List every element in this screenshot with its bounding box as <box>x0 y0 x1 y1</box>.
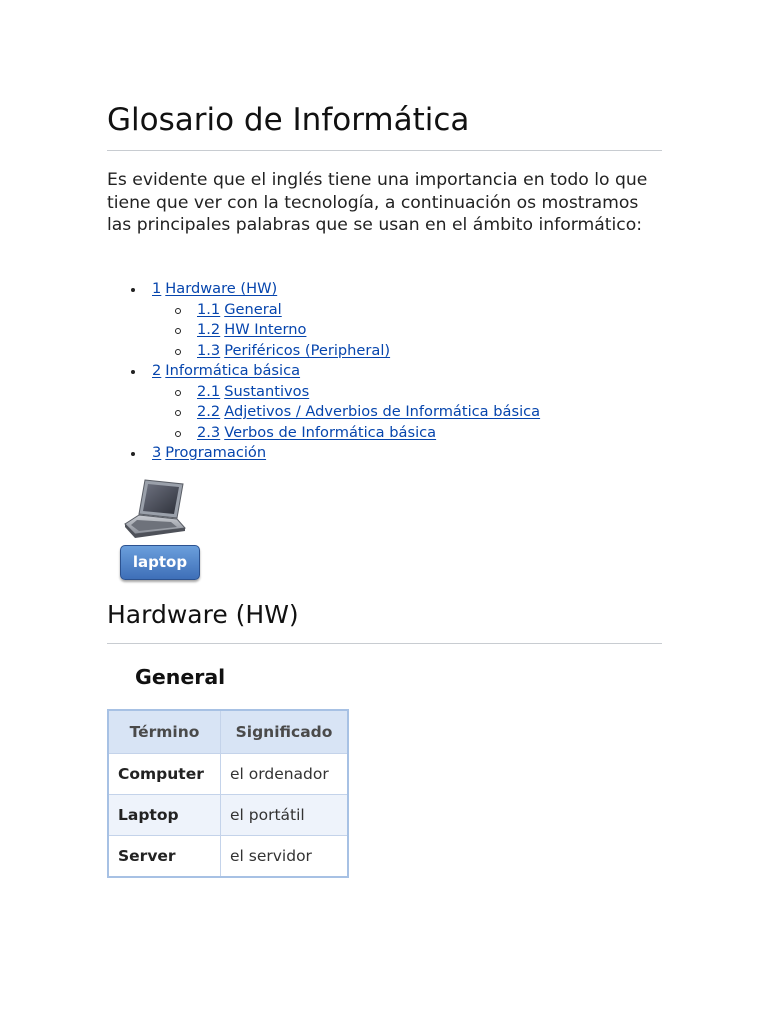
term-cell: Laptop <box>108 795 221 836</box>
toc-item-hardware[interactable] <box>107 279 540 300</box>
toc-item-sustantivos[interactable] <box>107 382 540 403</box>
section-divider <box>107 643 662 644</box>
toc-link-informatica-basica[interactable]: 2 Informática básica <box>152 362 301 379</box>
term-cell: Computer <box>108 754 221 795</box>
toc-link-sustantivos[interactable]: 2.1 Sustantivos <box>197 382 310 400</box>
column-header-significado: Significado <box>221 710 349 754</box>
intro-paragraph: Es evidente que el inglés tiene una importancia en todo lo que tiene que ver con la tecnología, a continuación os mostramos las principales palabras que se usan en el ámbito informático: <box>107 170 648 235</box>
toc-item-programacion[interactable] <box>107 443 540 464</box>
table-row <box>108 836 348 878</box>
toc-item-informatica-basica[interactable] <box>107 361 540 382</box>
meaning-cell: el ordenador <box>221 754 349 795</box>
toc-item-adjetivos[interactable] <box>107 402 540 423</box>
page-title: Glosario de Informática <box>107 102 470 138</box>
toc-item-perifericos[interactable] <box>107 341 540 362</box>
toc-link-hardware[interactable]: 1 Hardware (HW) <box>152 280 278 297</box>
table-of-contents <box>107 279 540 464</box>
toc-link-programacion[interactable]: 3 Programación <box>152 444 267 461</box>
table-row <box>108 754 348 795</box>
meaning-cell: el portátil <box>221 795 349 836</box>
toc-item-verbos[interactable] <box>107 423 540 444</box>
glossary-table <box>107 709 349 878</box>
table-row <box>108 795 348 836</box>
toc-item-hw-interno[interactable] <box>107 320 540 341</box>
laptop-figure <box>119 478 201 582</box>
term-cell: Server <box>108 836 221 878</box>
section-title-hardware: Hardware (HW) <box>107 600 299 629</box>
subsection-title-general: General <box>135 665 226 689</box>
meaning-cell: el servidor <box>221 836 349 878</box>
toc-link-adjetivos[interactable]: 2.2 Adjetivos / Adverbios de Informática básica <box>197 403 541 420</box>
table-header-row <box>108 710 348 754</box>
laptop-icon <box>123 478 189 542</box>
toc-link-hw-interno[interactable]: 1.2 HW Interno <box>197 321 307 338</box>
toc-link-verbos[interactable]: 2.3 Verbos de Informática básica <box>197 423 437 441</box>
laptop-label-badge: laptop <box>120 545 200 580</box>
toc-link-general[interactable]: 1.1 General <box>197 300 282 318</box>
toc-link-perifericos[interactable]: 1.3 Periféricos (Peripheral) <box>197 341 391 359</box>
column-header-termino: Término <box>108 710 221 754</box>
title-divider <box>107 150 662 151</box>
toc-item-general[interactable] <box>107 300 540 321</box>
